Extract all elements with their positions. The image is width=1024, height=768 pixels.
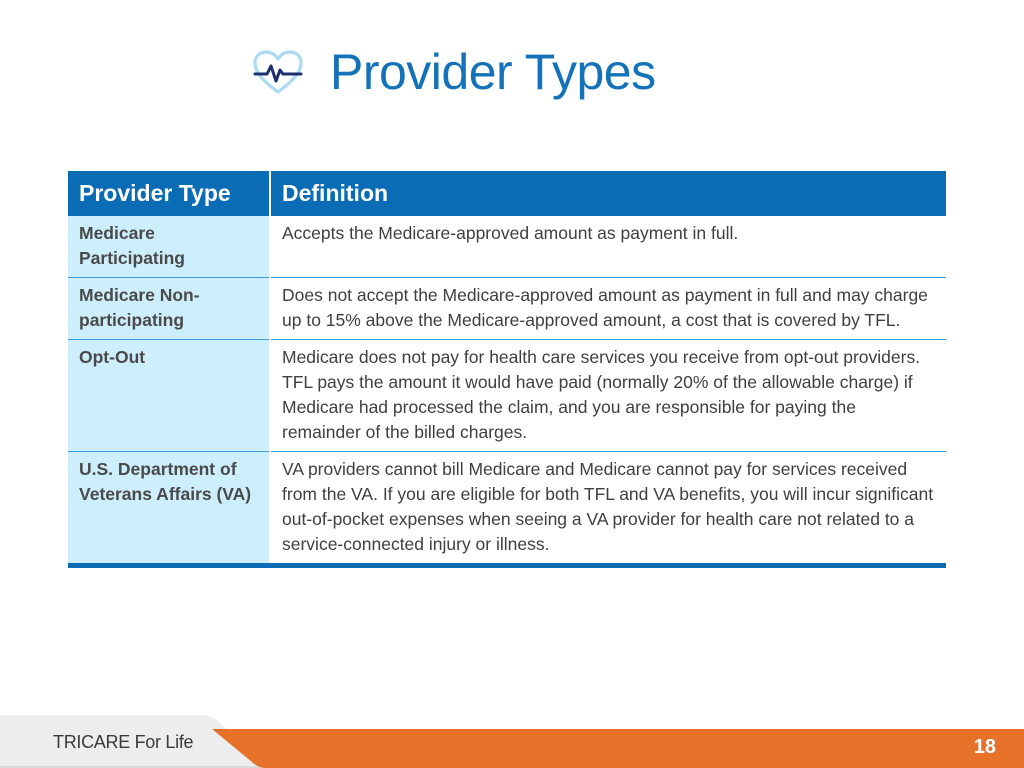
provider-type-cell: Medicare Participating <box>68 216 270 278</box>
provider-type-cell: U.S. Department of Veterans Affairs (VA) <box>68 452 270 566</box>
table-row <box>68 278 946 340</box>
heart-pulse-icon <box>252 49 304 95</box>
definition-cell: Does not accept the Medicare-approved amount as payment in full and may charge up to 15% above the Medicare-approved amount, a cost that is covered by TFL. <box>270 278 946 340</box>
column-header-definition: Definition <box>270 171 946 216</box>
table-header-row <box>68 171 946 216</box>
provider-type-cell: Medicare Non-participating <box>68 278 270 340</box>
table-row <box>68 340 946 452</box>
column-header-provider-type: Provider Type <box>68 171 270 216</box>
definition-cell: Accepts the Medicare-approved amount as payment in full. <box>270 216 946 278</box>
page-number: 18 <box>973 736 996 758</box>
slide-footer <box>0 715 1024 768</box>
definition-cell: Medicare does not pay for health care services you receive from opt-out providers. TFL pays the amount it would have paid (normally 20% of the allowable charge) if Medicare had processed the claim, and you are responsible for paying the remainder of the billed charges. <box>270 340 946 452</box>
provider-type-cell: Opt-Out <box>68 340 270 452</box>
page-title: Provider Types <box>330 44 656 100</box>
table-row <box>68 216 946 278</box>
footer-brand: TRICARE For Life <box>53 732 194 752</box>
table-row <box>68 452 946 566</box>
provider-types-table <box>68 171 946 568</box>
definition-cell: VA providers cannot bill Medicare and Medicare cannot pay for services received from the VA. If you are eligible for both TFL and VA benefits, you will incur significant out-of-pocket expenses when seeing a VA provider for health care not related to a service-connected injury or illness. <box>270 452 946 566</box>
slide-header <box>252 40 656 104</box>
